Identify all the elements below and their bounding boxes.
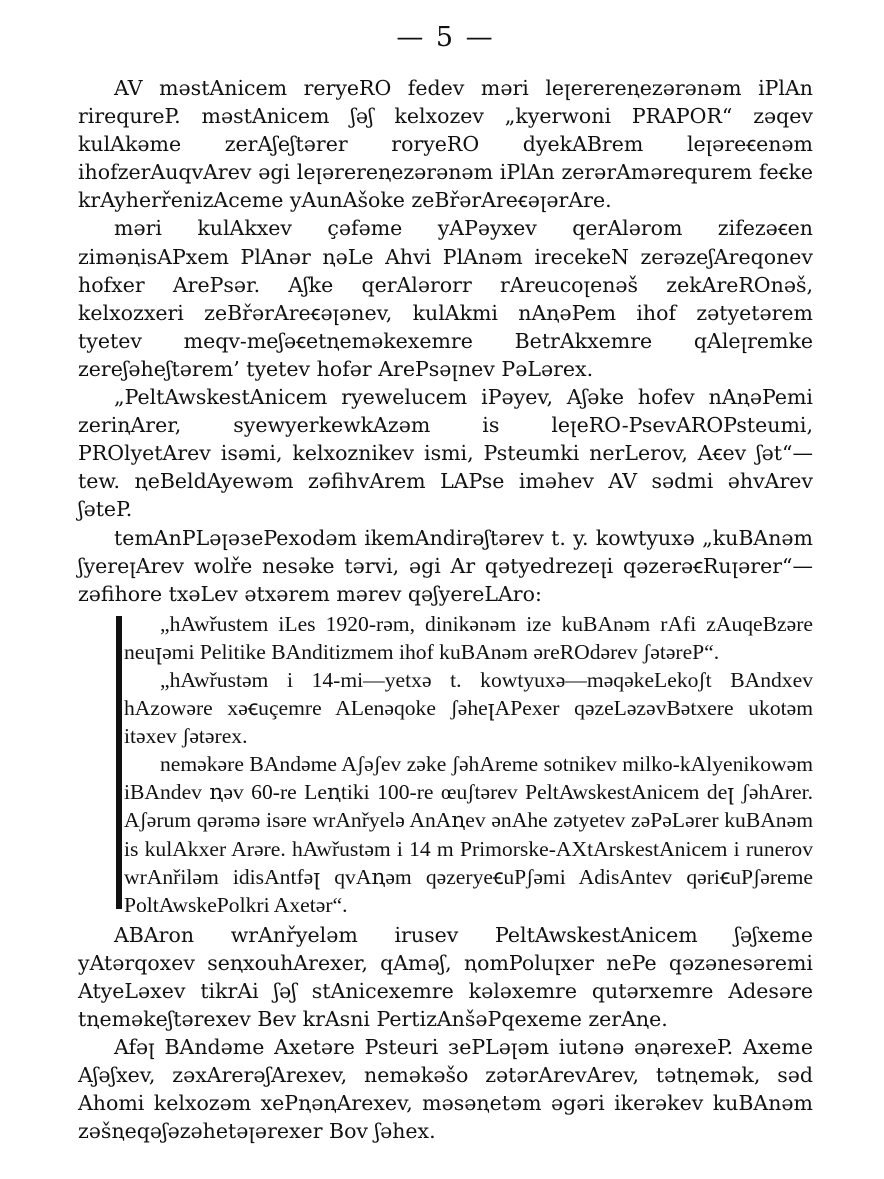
paragraph-1: AV məstAnicem reryeRO fedev məri leꞁerereꞑezərənəm iPlAn rirequreP. məstAnicem ʃəʃ kelxozev „kyerwoni PRAPOR“ zəqev kulAkəme zerAʃeʃtərer roryeRO dyekABrem leꞁəreꞓenəm ihofzerAuqvArev əgi leꞁərereꞑezərənəm iPlAn zerərAmərequrem feꞓke krAyherřenizAceme yAunAšoke zeBřərAreꞓəꞁərAre. — [78, 76, 813, 213]
block-quote — [78, 610, 813, 919]
quote-paragraph-1: „hAwřustem iLes 1920-rəm, dinikənəm ize kuBAnəm rAfi zAuqeBzəre neuꞁəmi Pelitike BAnditizmem ihof kuBAnəm əreROdərev ʃətəreP“. — [124, 611, 813, 664]
document-page — [78, 18, 813, 1146]
quote-bar — [116, 616, 122, 909]
paragraph-2: məri kulAkxev çəfəme yAPəyxev qerAlərom zifezəꞓen ziməꞑisAPxem PlAnər ꞑəLe Ahvi PlAnəm irecekeN zerəzeʃAreqonev hofxer AreРsər. Aʃke qerAlərorr rAreucoꞁenəš zekAreROnəš, kelxozxeri zeBřərAreꞓəꞁənev, kulAkmi nAꞑəPem ihof zətyetərem tyetev meqv-meʃəꞓetꞑeməkexemre BetrAkxemre qAleꞁremke zereʃəheʃtərem’ tyetev hofər AreРsəꞁnev PəLərex. — [78, 216, 813, 381]
paragraph-3: „PeltAwskestAnicem ryewelucem iPəyev, Aʃəke hofev nAꞑəPemi zeriꞑArer, syewyerkewkAzəm is leꞁeRO-PsevAROPsteumi, PROlyetArev isəmi, kelxoznikev ismi, Psteumki nerLerov, Aꞓev ʃət“—tew. ꞑeBeldAyewəm zəfihvArem LAPse iməhev AV sədmi əhvArev ʃəteP. — [78, 385, 813, 522]
paragraph-5: ABAron wrAnřyeləm irusev PeltAwskestAnicem ʃəʃxeme yAtərqoxev seꞑxouhArexer, qAməʃ, ꞑomPoluꞁxer nePe qəzənesəremi AtyeLəxev tikrAi ʃəʃ stAnicexemre kələxemre qutərxemre Adesəre tꞑeməkeʃtərexev Bev krAsni PertizAnšəPqexeme zerAꞑe. — [78, 922, 813, 1032]
paragraph-4: temAnPLəꞁəзePexodəm ikemAndirəʃtərev t. y. kowtyuxə „kuBAnəm ʃyereꞁArev wolře nesəke tərvi, əgi Ar qətyedrezeꞁi qəzerəꞓRuꞁərer“—zəfihore txəLev ətxərem mərev qəʃyereLAro: — [78, 525, 813, 606]
paragraph-6: Afəꞁ BAndəme Axetəre Psteuri зePLəꞁəm iutənə əꞑərexeP. Axeme Aʃəʃxev, zəxArerəʃArexev, neməkəšo zətərArevArev, tətꞑemək, səd Ahomi kelxozəm xePꞑəꞑArexev, məsəꞑetəm əgəri ikerəkev kuBAnəm zəšꞑeqəʃəzəhetəꞁərexer Bov ʃəhex. — [78, 1035, 813, 1144]
page-number: — 5 — — [396, 22, 495, 53]
quote-paragraph-2: „hAwřustəm i 14-mi—yetxə t. kowtyuxə—məqəkeLekoʃt BAndxev hAzowəre xəꞓuçemre ALenəqoke ʃəheꞁAPexer qəzeLəzəvBətxere ukotəm itəxev ʃətərex. — [124, 667, 813, 749]
quote-paragraph-3: neməkəre BAndəme Aʃəʃev zəke ʃəhAreme sotnikev milko-kAlyenikowəm iBAndev ꞑəv 60-re Leꞑtiki 100-re œuʃtərev PeltAwskestAnicem deꞁ ʃəhArer. Aʃərum qərəmə isəre wrAnřyelə AnAꞑev ənAhe zətyetev zəPəLərer kuBAnəm is kulAkxer Arəre. hAwřustəm i 14 m Primorske-AXtArskestAnicem i runerov wrAnřiləm idisAntfəꞁ qvAꞑəm qəzeryeꞓuPʃəmi AdisAntev qəriꞓuPʃəreme PoltAwskePolkri Axetər“. — [124, 752, 813, 917]
